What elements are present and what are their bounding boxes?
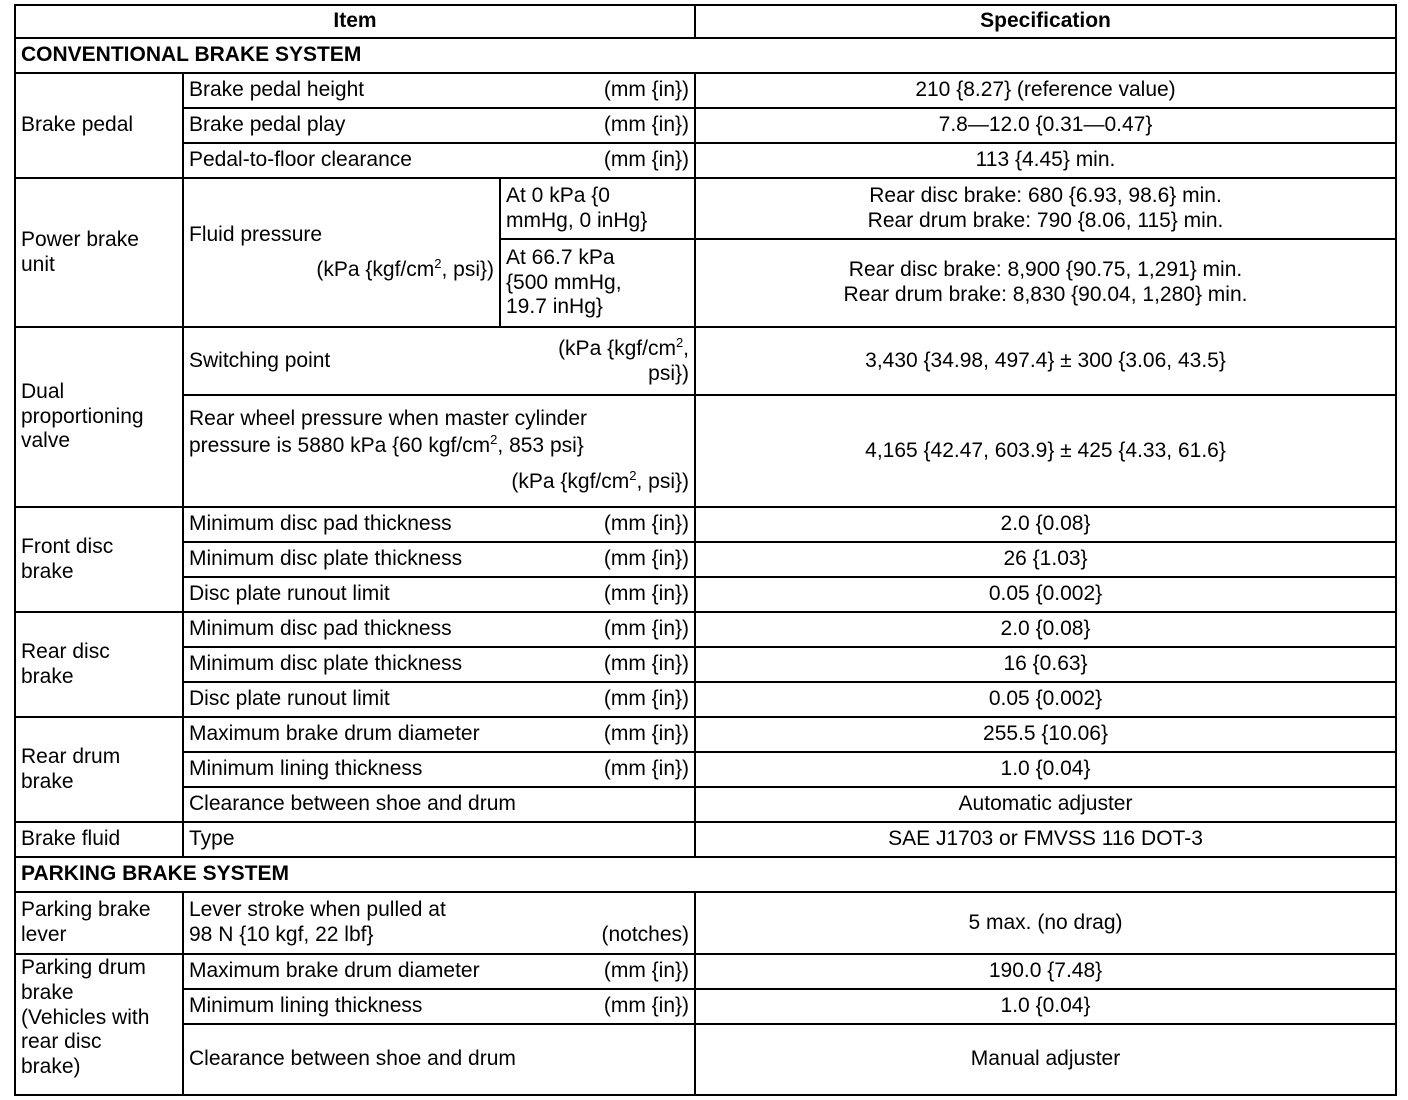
condition-line: At 66.7 kPa [506, 245, 615, 269]
spec-value: 0.05 {0.002} [695, 577, 1396, 612]
category-line: brake [21, 664, 74, 688]
section-conventional-brake-system: CONVENTIONAL BRAKE SYSTEM [15, 38, 1396, 73]
item-label: Minimum lining thickness [189, 757, 423, 781]
spec-value: Automatic adjuster [695, 787, 1396, 822]
unit-label: (mm {in}) [603, 78, 690, 102]
item-label: Disc plate runout limit [189, 582, 390, 606]
item-label: Minimum disc plate thickness [189, 652, 463, 676]
item-label: Minimum disc pad thickness [189, 512, 452, 536]
category-front-disc-brake [15, 507, 183, 612]
table-row [15, 612, 1396, 647]
category-line: brake [21, 769, 74, 793]
item-label: Brake pedal play [189, 113, 346, 137]
category-brake-pedal: Brake pedal [15, 73, 183, 178]
category-line: brake [21, 559, 74, 583]
spec-value [695, 178, 1396, 239]
item-label: Switching point [189, 348, 331, 372]
item-cell [183, 143, 695, 178]
category-brake-fluid: Brake fluid [15, 822, 183, 857]
category-line: valve [21, 429, 71, 453]
unit-label: (mm {in}) [603, 652, 690, 676]
table-row [15, 108, 1396, 143]
spec-line: Rear drum brake: 8,830 {90.04, 1,280} min. [843, 283, 1248, 306]
category-line: Power brake [21, 227, 139, 251]
item-label: Clearance between shoe and drum [189, 1047, 516, 1071]
spec-value: 2.0 {0.08} [695, 507, 1396, 542]
spec-value: 113 {4.45} min. [695, 143, 1396, 178]
table-row [15, 542, 1396, 577]
category-line: Rear drum [21, 744, 121, 768]
section-row-parking [15, 857, 1396, 892]
unit-label: (mm {in}) [603, 959, 690, 983]
spec-value: 16 {0.63} [695, 647, 1396, 682]
category-power-brake-unit [15, 178, 183, 327]
spec-line: Rear disc brake: 680 {6.93, 98.6} min. [869, 183, 1222, 207]
item-label: Disc plate runout limit [189, 687, 390, 711]
unit-label: (mm {in}) [603, 722, 690, 746]
item-cell [183, 395, 695, 507]
unit-label: (mm {in}) [603, 547, 690, 571]
item-label: Fluid pressure [189, 222, 323, 246]
item-cell [183, 647, 695, 682]
spec-value: 1.0 {0.04} [695, 989, 1396, 1024]
item-cell [183, 892, 695, 954]
table-row [15, 327, 1396, 395]
item-cell [183, 1024, 695, 1095]
item-label: Clearance between shoe and drum [189, 792, 516, 816]
category-rear-drum-brake [15, 717, 183, 822]
item-label: pressure is 5880 kPa {60 kgf/$cm^2$, 853 psi} [189, 431, 584, 457]
spec-value: 1.0 {0.04} [695, 752, 1396, 787]
category-line: (Vehicles with [21, 1005, 150, 1029]
item-label: Maximum brake drum diameter [189, 722, 480, 746]
unit-label: (kPa {$kgf/cm^2$, psi}) [558, 335, 690, 385]
table-row [15, 178, 1396, 239]
category-line: Dual [21, 379, 65, 403]
item-cell [183, 989, 695, 1024]
category-line: brake) [21, 1055, 81, 1079]
table-row [15, 822, 1396, 857]
table-row [15, 989, 1396, 1024]
table-row [15, 954, 1396, 989]
category-rear-disc-brake [15, 612, 183, 717]
unit-label: (mm {in}) [603, 582, 690, 606]
unit-label: (mm {in}) [603, 617, 690, 641]
category-line: Parking drum [21, 956, 146, 979]
spec-value: 2.0 {0.08} [695, 612, 1396, 647]
item-cell [183, 507, 695, 542]
condition-cell [500, 239, 695, 327]
item-cell [183, 954, 695, 989]
item-cell-fluid-pressure [183, 178, 500, 327]
item-cell [183, 612, 695, 647]
item-label: Minimum lining thickness [189, 994, 423, 1018]
spec-value [695, 239, 1396, 327]
item-cell [183, 327, 695, 395]
spec-value: 3,430 {34.98, 497.4} ± 300 {3.06, 43.5} [695, 327, 1396, 395]
category-line: Rear disc [21, 639, 110, 663]
item-cell [183, 73, 695, 108]
category-line: proportioning [21, 404, 144, 428]
condition-line: {500 mmHg, [506, 270, 622, 294]
table-row [15, 1024, 1396, 1095]
table-row [15, 717, 1396, 752]
table-row [15, 892, 1396, 954]
item-cell [183, 542, 695, 577]
unit-label: (notches) [601, 923, 690, 946]
header-item: Item [15, 5, 695, 38]
table-row [15, 507, 1396, 542]
table-row [15, 647, 1396, 682]
spec-value: 4,165 {42.47, 603.9} ± 425 {4.33, 61.6} [695, 395, 1396, 507]
condition-line: At 0 kPa {0 [506, 183, 610, 207]
spec-line: Rear disc brake: 8,900 {90.75, 1,291} min. [848, 258, 1243, 282]
category-parking-brake-lever [15, 892, 183, 954]
spec-value: 5 max. (no drag) [695, 892, 1396, 954]
category-parking-drum-brake [15, 954, 183, 1095]
category-line: brake [21, 980, 74, 1004]
table-row [15, 577, 1396, 612]
unit-label: (mm {in}) [603, 757, 690, 781]
item-label: Type [183, 822, 695, 857]
unit-label: (mm {in}) [603, 148, 690, 172]
item-label: Brake pedal height [189, 78, 365, 102]
spec-value: 210 {8.27} (reference value) [695, 73, 1396, 108]
category-line: unit [21, 252, 55, 276]
item-cell [183, 787, 695, 822]
spec-value: 26 {1.03} [695, 542, 1396, 577]
table-row [15, 73, 1396, 108]
item-cell [183, 752, 695, 787]
category-line: lever [21, 923, 67, 946]
spec-value: 7.8—12.0 {0.31—0.47} [695, 108, 1396, 143]
item-cell [183, 682, 695, 717]
item-cell [183, 577, 695, 612]
item-label: Maximum brake drum diameter [189, 959, 480, 983]
spec-value: 255.5 {10.06} [695, 717, 1396, 752]
item-label: Minimum disc plate thickness [189, 547, 463, 571]
item-label: Lever stroke when pulled at [189, 898, 446, 922]
section-parking-brake-system: PARKING BRAKE SYSTEM [15, 857, 1396, 892]
header-row [15, 5, 1396, 38]
spec-value: SAE J1703 or FMVSS 116 DOT-3 [695, 822, 1396, 857]
category-line: rear disc [21, 1030, 102, 1054]
condition-line: mmHg, 0 inHg} [506, 208, 648, 232]
item-cell [183, 108, 695, 143]
unit-label: (kPa {$kgf/cm^2$, psi}) [316, 255, 494, 281]
table-row [15, 787, 1396, 822]
item-label: Minimum disc pad thickness [189, 617, 452, 641]
unit-label: (mm {in}) [603, 994, 690, 1018]
table-row [15, 752, 1396, 787]
item-cell [183, 717, 695, 752]
category-line: Parking brake [21, 898, 151, 922]
condition-line: 19.7 inHg} [506, 295, 603, 319]
unit-label: (mm {in}) [603, 113, 690, 137]
category-dual-proportioning-valve [15, 327, 183, 507]
category-line: Front disc [21, 534, 114, 558]
brake-specification-table [14, 4, 1397, 1096]
section-row-conventional [15, 38, 1396, 73]
item-label: 98 N {10 kgf, 22 lbf} [189, 923, 374, 946]
item-label: Pedal-to-floor clearance [189, 148, 412, 172]
condition-cell [500, 178, 695, 239]
unit-label: (kPa {$kgf/cm^2$, psi}) [511, 468, 690, 494]
table-row [15, 143, 1396, 178]
unit-label: (mm {in}) [603, 512, 690, 536]
spec-value: Manual adjuster [695, 1024, 1396, 1095]
table-row [15, 682, 1396, 717]
spec-value: 190.0 {7.48} [695, 954, 1396, 989]
table-row [15, 395, 1396, 507]
spec-line: Rear drum brake: 790 {8.06, 115} min. [867, 208, 1224, 232]
spec-value: 0.05 {0.002} [695, 682, 1396, 717]
item-label: Rear wheel pressure when master cylinder [189, 406, 588, 430]
header-specification: Specification [695, 5, 1396, 38]
unit-label: (mm {in}) [603, 687, 690, 711]
